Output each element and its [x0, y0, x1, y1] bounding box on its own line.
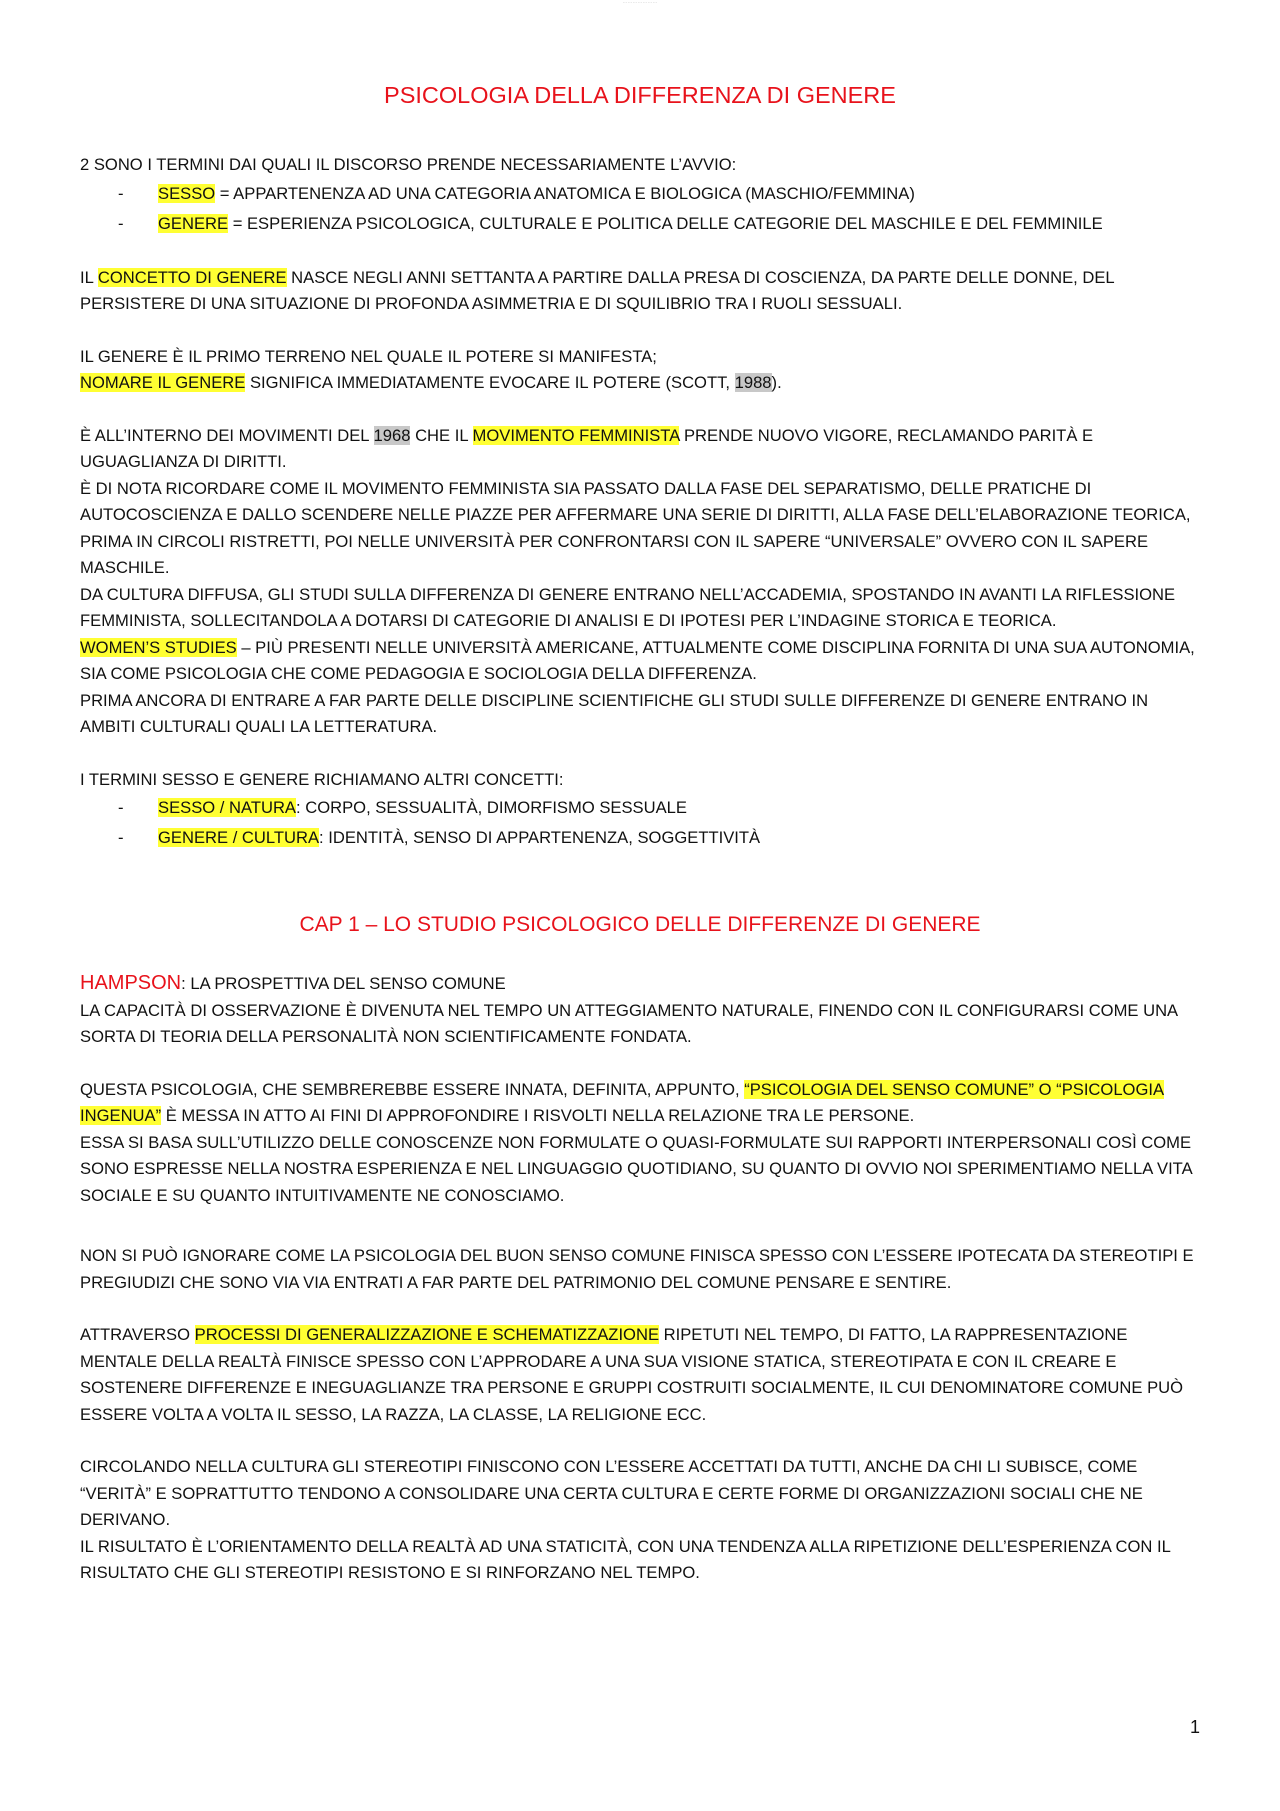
author-subtitle: : LA PROSPETTIVA DEL SENSO COMUNE [181, 974, 506, 993]
highlight-term: GENERE / CULTURA [158, 828, 320, 847]
gray-highlight-year: 1968 [373, 425, 411, 445]
power-line-2 [80, 370, 1200, 397]
text-run: ). [771, 373, 782, 392]
power-line-1: IL GENERE È IL PRIMO TERRENO NEL QUALE IL POTERE SI MANIFESTA; [80, 346, 657, 366]
chapter-paragraph-2 [80, 1077, 1200, 1130]
list-item-text: = APPARTENENZA AD UNA CATEGORIA ANATOMICA E BIOLOGICA (MASCHIO/FEMMINA) [215, 183, 915, 203]
chapter-paragraph-5 [80, 1322, 1200, 1428]
highlight-term: GENERE [158, 213, 229, 233]
text-run: NASCE NEGLI ANNI SETTANTA A PARTIRE DALLA PRESA DI COSCIENZA, DA PARTE DELLE DONNE, DEL PERSISTERE DI UNA SITUAZIONE DI PROFONDA ASIMMETRIA E DI SQUILIBRIO TRA I RUOLI SESSUALI. [80, 267, 1115, 313]
list-item-text: : CORPO, SESSUALITÀ, DIMORFISMO SESSUALE [296, 798, 687, 817]
text-run: RIPETUTI NEL TEMPO, DI FATTO, LA RAPPRESENTAZIONE MENTALE DELLA REALTÀ FINISCE SPESSO CON L’APPRODARE A UNA SUA VISIONE STATICA, STEREOTIPATA E CON IL CREARE E SOSTENERE DIFFERENZE E INEGUAGLIANZE TRA PERSONE E GRUPPI COSTRUITI SOCIALMENTE, IL CUI DENOMINATORE COMUNE PUÒ ESSERE VOLTA A VOLTA IL SESSO, LA RAZZA, LA CLASSE, LA RELIGIONE ECC. [80, 1325, 1184, 1424]
intro-list [80, 179, 1200, 239]
text-run: QUESTA PSICOLOGIA, CHE SEMBREREBBE ESSERE INNATA, DEFINITA, APPUNTO, [80, 1079, 745, 1099]
page-number: 1 [1189, 1717, 1200, 1737]
author-heading [80, 970, 1200, 998]
chapter-paragraph-4: NON SI PUÒ IGNORARE COME LA PSICOLOGIA DEL BUON SENSO COMUNE FINISCA SPESSO CON L’ESSERE IPOTECATA DA STEREOTIPI E PREGIUDIZI CHE SONO VIA VIA ENTRATI A FAR PARTE DEL PATRIMONIO DEL COMUNE PENSARE E SENTIRE. [80, 1246, 1194, 1292]
highlight-term: “PSICOLOGIA DEL SENSO COMUNE” O “PSICOLOGIA INGENUA” [80, 1079, 1165, 1125]
text-run: PRENDE NUOVO VIGORE, RECLAMANDO PARITÀ E UGUAGLIANZA DI DIRITTI. [80, 425, 1094, 471]
highlight-term: MOVIMENTO FEMMINISTA [472, 425, 680, 445]
chapter-title: CAP 1 – LO STUDIO PSICOLOGICO DELLE DIFFERENZE DI GENERE [299, 913, 981, 936]
list-item-text: : IDENTITÀ, SENSO DI APPARTENENZA, SOGGETTIVITÀ [319, 828, 761, 847]
text-run: È MESSA IN ATTO AI FINI DI APPROFONDIRE I RISVOLTI NELLA RELAZIONE TRA LE PERSONE. [161, 1106, 915, 1125]
highlight-term: CONCETTO DI GENERE [97, 267, 287, 287]
text-run: – PIÙ PRESENTI NELLE UNIVERSITÀ AMERICANE, ATTUALMENTE COME DISCIPLINA FORNITA DI UNA SUA AUTONOMIA, SIA COME PSICOLOGIA CHE COME PEDAGOGIA E SOCIOLOGIA DELLA DIFFERENZA. [80, 637, 1195, 683]
list-item-genere [80, 209, 1200, 239]
text-run: IL [80, 267, 98, 287]
chapter-paragraph-3: ESSA SI BASA SULL’UTILIZZO DELLE CONOSCENZE NON FORMULATE O QUASI-FORMULATE SUI RAPPORTI INTERPERSONALI COSÌ COME SONO ESPRESSE NELLA NOSTRA ESPERIENZA E NEL LINGUAGGIO QUOTIDIANO, SU QUANTO DI OVVIO NOI SPERIMENTIAMO NELLA VITA SOCIALE E SU QUANTO INTUITIVAMENTE NE CONOSCIAMO. [80, 1132, 1192, 1205]
intro-lead: 2 SONO I TERMINI DAI QUALI IL DISCORSO PRENDE NECESSARIAMENTE L’AVVIO: [80, 155, 737, 174]
highlight-term: SESSO / NATURA [158, 798, 296, 817]
highlight-term: SESSO [158, 183, 216, 203]
concept-paragraph [80, 265, 1200, 318]
document-title: PSICOLOGIA DELLA DIFFERENZA DI GENERE [384, 82, 896, 108]
list-item-genere-cultura [80, 823, 1200, 853]
gray-highlight-year: 1988 [734, 373, 772, 392]
text-run: ATTRAVERSO [80, 1325, 195, 1344]
womens-studies-paragraph [80, 635, 1200, 688]
list-item-text: = ESPERIENZA PSICOLOGICA, CULTURALE E POLITICA DELLE CATEGORIE DEL MASCHILE E DEL FEMMINILE [228, 213, 1103, 233]
chapter-paragraph-1: LA CAPACITÀ DI OSSERVAZIONE È DIVENUTA NEL TEMPO UN ATTEGGIAMENTO NATURALE, FINENDO CON IL CONFIGURARSI COME UNA SORTA DI TEORIA DELLA PERSONALITÀ NON SCIENTIFICAMENTE FONDATA. [80, 1000, 1178, 1046]
header-mark: ····················· [622, 0, 658, 6]
highlight-term: NOMARE IL GENERE [80, 373, 246, 392]
movement-paragraph [80, 423, 1200, 476]
text-run: SIGNIFICA IMMEDIATAMENTE EVOCARE IL POTERE (SCOTT, [245, 373, 735, 392]
text-run: CHE IL [410, 425, 473, 445]
movement-paragraph-5: PRIMA ANCORA DI ENTRARE A FAR PARTE DELLE DISCIPLINE SCIENTIFICHE GLI STUDI SULLE DIFFERENZE DI GENERE ENTRANO IN AMBITI CULTURALI QUALI LA LETTERATURA. [80, 690, 1149, 736]
author-name: HAMPSON [80, 972, 182, 994]
movement-paragraph-3: DA CULTURA DIFFUSA, GLI STUDI SULLA DIFFERENZA DI GENERE ENTRANO NELL’ACCADEMIA, SPOSTANDO IN AVANTI LA RIFLESSIONE FEMMINISTA, SOLLECITANDOLA A DOTARSI DI CATEGORIE DI ANALISI E DI IPOTESI PER L’INDAGINE STORICA E TEORICA. [80, 584, 1176, 630]
list-item-sesso-natura [80, 793, 1200, 823]
list-item-sesso [80, 179, 1200, 209]
concepts-list [80, 793, 1200, 853]
highlight-term: WOMEN’S STUDIES [80, 637, 237, 657]
highlight-term: PROCESSI DI GENERALIZZAZIONE E SCHEMATIZZAZIONE [194, 1325, 660, 1344]
chapter-paragraph-6: CIRCOLANDO NELLA CULTURA GLI STEREOTIPI FINISCONO CON L’ESSERE ACCETTATI DA TUTTI, ANCHE DA CHI LI SUBISCE, COME “VERITÀ” E SOPRATTUTTO TENDONO A CONSOLIDARE UNA CERTA CULTURA E CERTE FORME DI ORGANIZZAZIONI SOCIALI CHE NE DERIVANO. [80, 1457, 1143, 1529]
concepts-lead: I TERMINI SESSO E GENERE RICHIAMANO ALTRI CONCETTI: [80, 769, 564, 789]
text-run: È ALL’INTERNO DEI MOVIMENTI DEL [80, 425, 374, 445]
movement-paragraph-2: È DI NOTA RICORDARE COME IL MOVIMENTO FEMMINISTA SIA PASSATO DALLA FASE DEL SEPARATISMO, DELLE PRATICHE DI AUTOCOSCIENZA E DALLO SCENDERE NELLE PIAZZE PER AFFERMARE UNA SERIE DI DIRITTI, ALLA FASE DELL’ELABORAZIONE TEORICA, PRIMA IN CIRCOLI RISTRETTI, POI NELLE UNIVERSITÀ PER CONFRONTARSI CON IL SAPERE “UNIVERSALE” OVVERO CON IL SAPERE MASCHILE. [80, 478, 1191, 577]
chapter-paragraph-7: IL RISULTATO È L’ORIENTAMENTO DELLA REALTÀ AD UNA STATICITÀ, CON UNA TENDENZA ALLA RIPETIZIONE DELL’ESPERIENZA CON IL RISULTATO CHE GLI STEREOTIPI RESISTONO E SI RINFORZANO NEL TEMPO. [80, 1536, 1171, 1582]
